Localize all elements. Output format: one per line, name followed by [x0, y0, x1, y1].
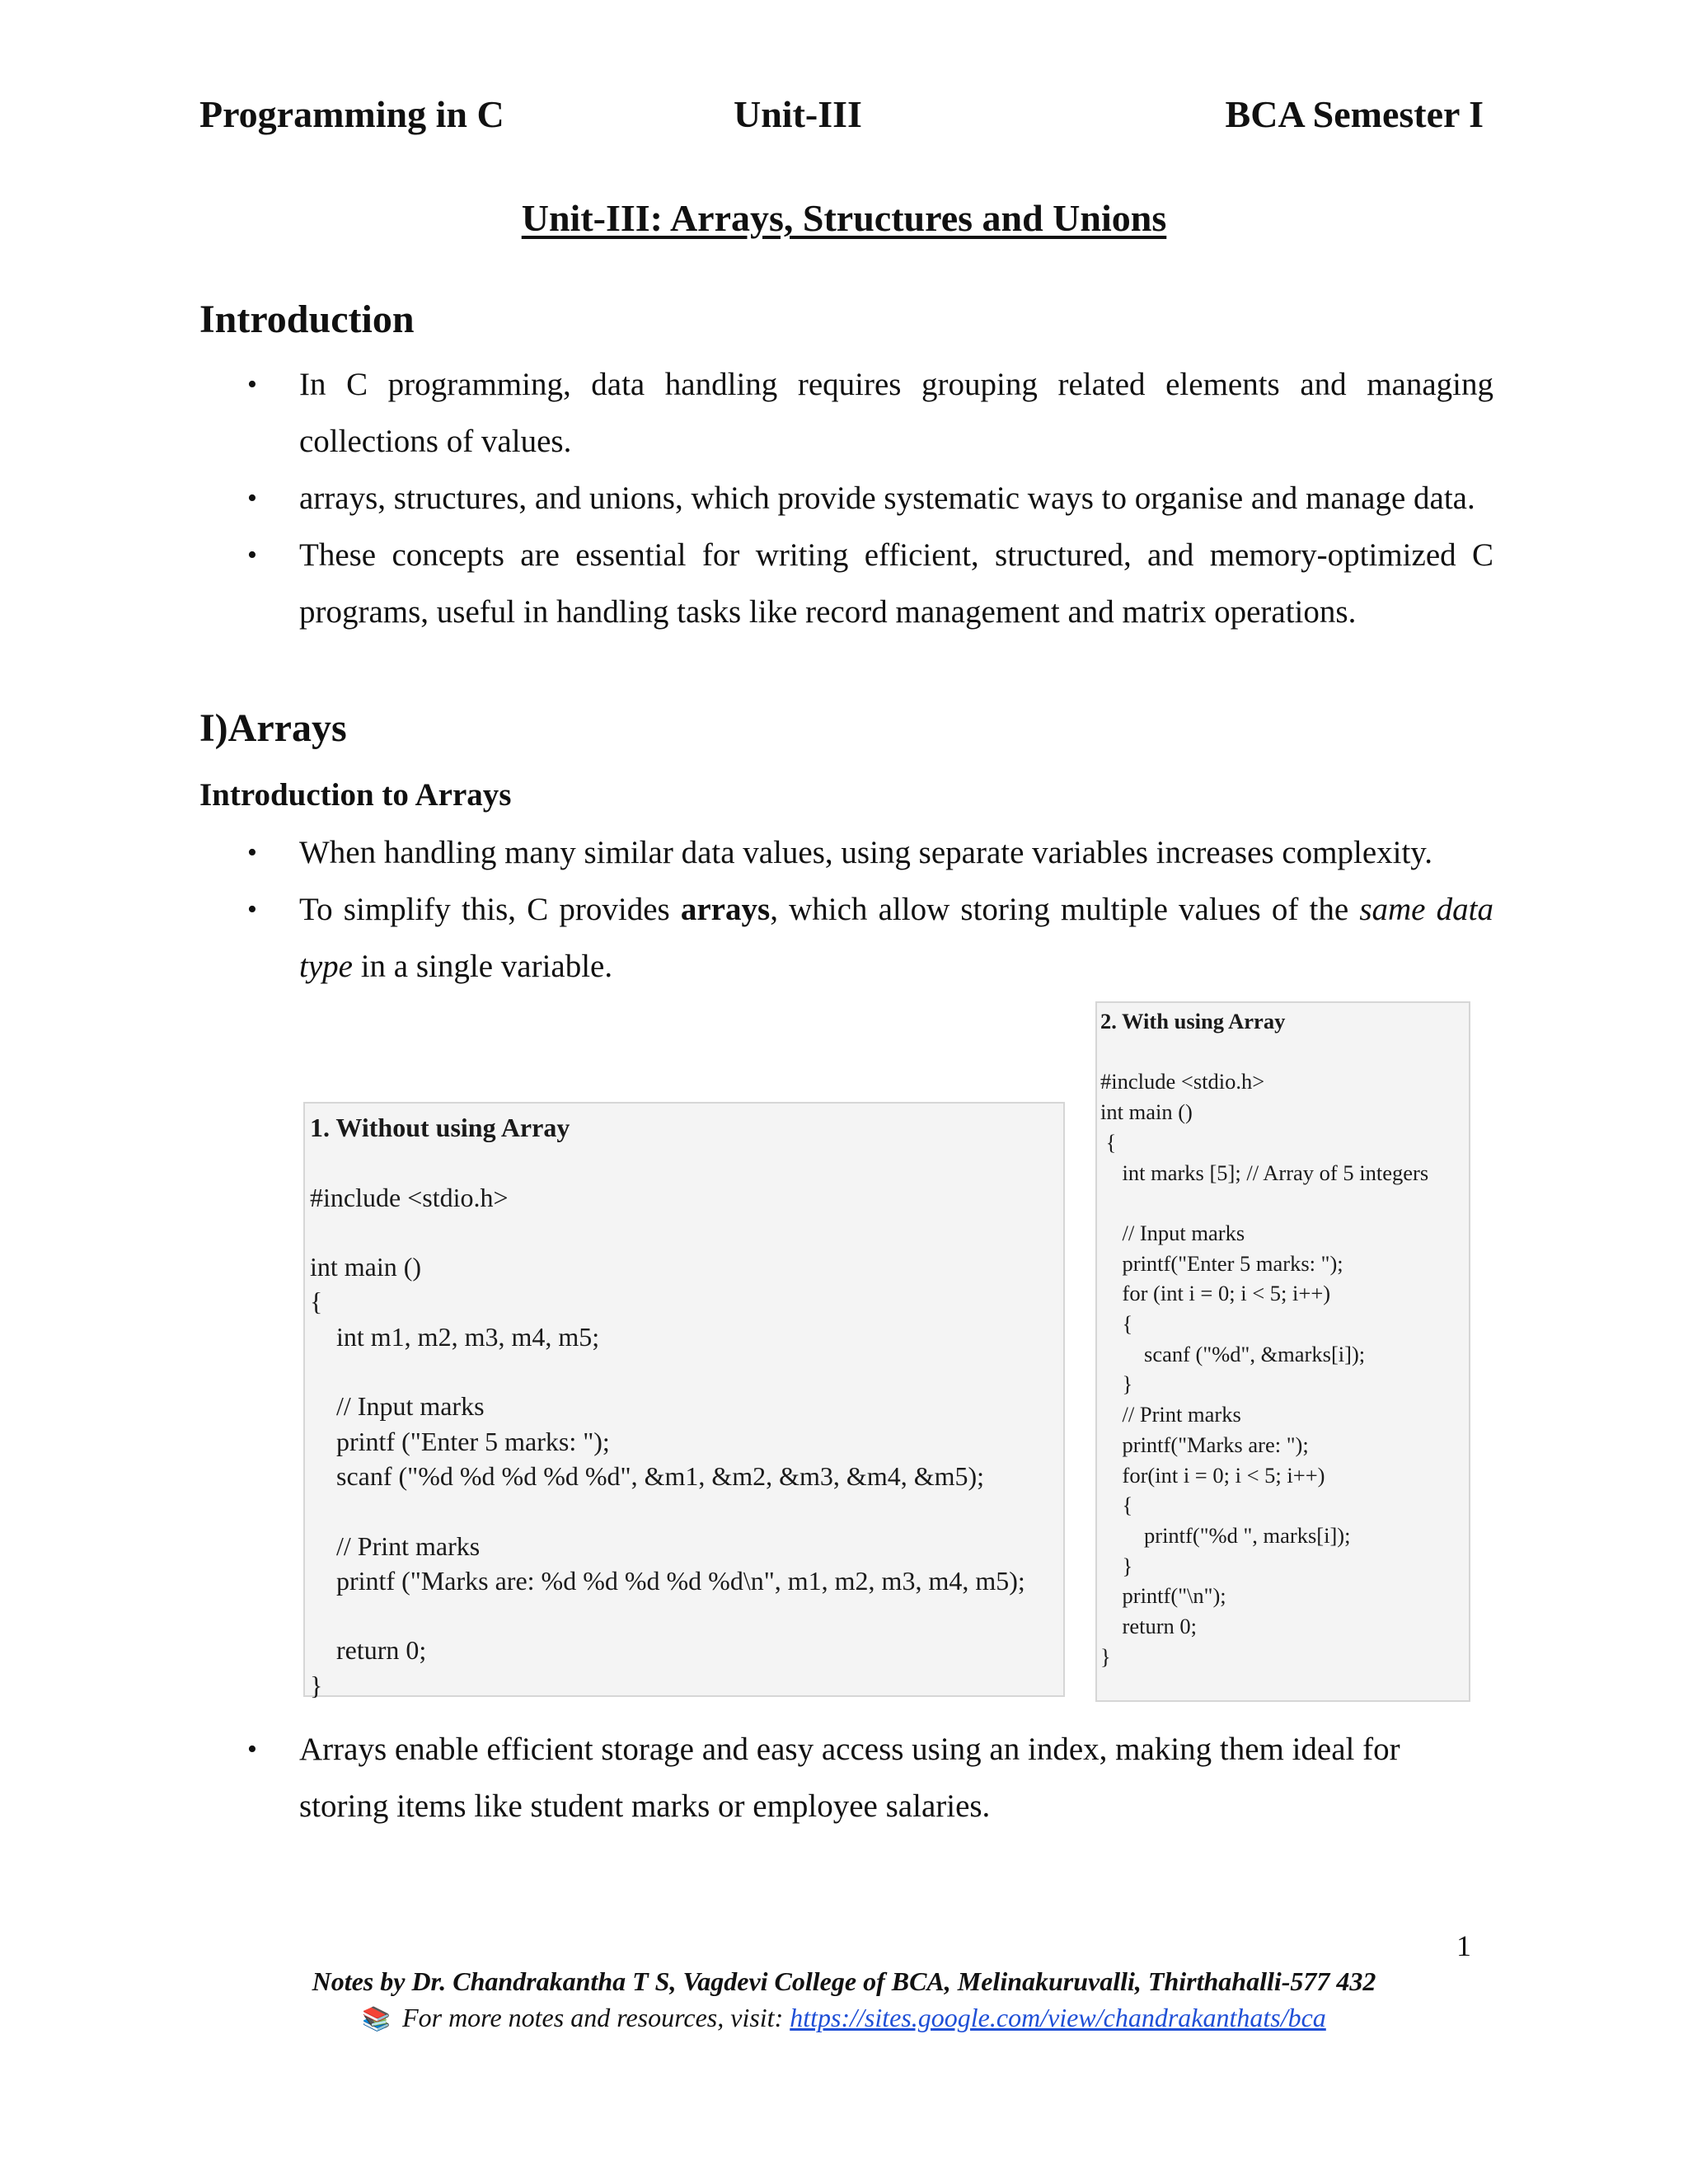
code-line: [310, 1145, 1063, 1179]
bullet-text-bold: arrays: [680, 892, 771, 927]
code-line: }: [310, 1670, 323, 1700]
footer-resources-text: For more notes and resources, visit:: [396, 2003, 790, 2032]
code-line: {: [310, 1286, 323, 1317]
header-unit: Unit-III: [734, 93, 862, 135]
arrays-bullets: [247, 824, 1493, 995]
bullet-icon: •: [247, 894, 257, 925]
arrays-subheading: Introduction to Arrays: [199, 777, 512, 813]
code-line: }: [1100, 1553, 1133, 1578]
arrays-bullets-2: [247, 1721, 1493, 1835]
bullet-text-post: in a single variable.: [352, 949, 613, 984]
code-line: [310, 1598, 1063, 1633]
bullet-text: These concepts are essential for writing efficient, structured, and memory-optimized C programs, useful in handling tasks like record management and matrix operations.: [299, 537, 1493, 630]
list-item: [247, 1721, 1493, 1835]
arrays-heading: I)Arrays: [199, 706, 347, 750]
code-line: #include <stdio.h>: [1100, 1069, 1265, 1094]
code-line: int main (): [310, 1252, 422, 1282]
code-line: printf ("Marks are: %d %d %d %d %d\n", m1, m2, m3, m4, m5);: [310, 1565, 1025, 1596]
code-with-array: [1095, 1001, 1470, 1702]
code-line: int m1, m2, m3, m4, m5;: [310, 1321, 600, 1352]
document-title: [0, 196, 1688, 240]
code-line: {: [1100, 1129, 1117, 1155]
code-line: {: [1100, 1311, 1133, 1337]
code-line: // Input marks: [310, 1391, 485, 1422]
bullet-text: When handling many similar data values, using separate variables increases complexity.: [299, 835, 1433, 870]
code-line: {: [1100, 1493, 1133, 1518]
bullet-text: Arrays enable efficient storage and easy access using an index, making them ideal for storing items like student marks or employee salaries.: [299, 1732, 1400, 1824]
document-title-text: Unit-III: Arrays, Structures and Unions: [521, 197, 1167, 239]
list-item: [247, 356, 1493, 470]
code-line: return 0;: [1100, 1614, 1198, 1639]
introduction-heading: Introduction: [199, 298, 415, 341]
code-line: // Print marks: [310, 1530, 481, 1561]
code-line: printf("Marks are: ");: [1100, 1432, 1309, 1457]
code-without-array-body: [310, 1145, 1063, 1703]
code-line: }: [1100, 1643, 1111, 1669]
code-line: scanf ("%d %d %d %d %d", &m1, &m2, &m3, &m4, &m5);: [310, 1460, 985, 1491]
code-line: printf("%d ", marks[i]);: [1100, 1522, 1351, 1548]
code-without-array-title: 1. Without using Array: [310, 1113, 570, 1142]
bullet-icon: •: [247, 369, 257, 400]
code-line: scanf ("%d", &marks[i]);: [1100, 1341, 1366, 1366]
code-line: int main (): [1100, 1099, 1193, 1125]
code-line: [1100, 1188, 1469, 1218]
books-icon: 📚: [362, 2007, 392, 2032]
code-line: [310, 1493, 1063, 1528]
list-item: [247, 527, 1493, 640]
introduction-bullets: [247, 356, 1493, 640]
code-line: #include <stdio.h>: [310, 1182, 509, 1212]
bullet-text-italic: same data type: [299, 892, 1493, 984]
page-number: 1: [1456, 1929, 1471, 1962]
bullet-text: arrays, structures, and unions, which provide systematic ways to organise and manage data.: [299, 480, 1475, 516]
code-with-array-title: 2. With using Array: [1100, 1009, 1286, 1033]
bullet-text: In C programming, data handling requires grouping related elements and managing collections of values.: [299, 367, 1493, 459]
code-with-array-body: [1100, 1037, 1469, 1672]
code-line: int marks [5]; // Array of 5 integers: [1100, 1160, 1429, 1185]
code-line: printf("Enter 5 marks: ");: [1100, 1250, 1343, 1276]
code-line: for (int i = 0; i < 5; i++): [1100, 1281, 1331, 1306]
code-line: for(int i = 0; i < 5; i++): [1100, 1462, 1325, 1488]
list-item: [247, 881, 1493, 995]
code-line: [310, 1354, 1063, 1389]
code-without-array: [303, 1102, 1065, 1700]
list-item: [247, 470, 1493, 527]
footer-resources: [0, 2003, 1688, 2033]
footer-link[interactable]: https://sites.google.com/view/chandrakanthats/bca: [790, 2003, 1326, 2032]
bullet-text-mid: , which allow storing multiple values of the: [770, 892, 1360, 927]
bullet-icon: •: [247, 483, 257, 513]
code-line: [310, 1215, 1063, 1249]
header-semester: BCA Semester I: [1225, 93, 1484, 135]
code-line: // Input marks: [1100, 1220, 1245, 1245]
header-course: Programming in C: [199, 93, 504, 135]
bullet-icon: •: [247, 540, 257, 570]
code-line: return 0;: [310, 1635, 427, 1666]
code-line: // Print marks: [1100, 1402, 1241, 1427]
bullet-icon: •: [247, 1734, 257, 1765]
code-line: printf("\n");: [1100, 1583, 1226, 1609]
bullet-icon: •: [247, 837, 257, 868]
footer-credits: Notes by Dr. Chandrakantha T S, Vagdevi College of BCA, Melinakuruvalli, Thirthahalli-577 432: [312, 1966, 1376, 1996]
page-header: [199, 92, 1484, 150]
code-line: }: [1100, 1371, 1133, 1397]
bullet-text-pre: To simplify this, C provides: [299, 892, 681, 927]
list-item: [247, 824, 1493, 881]
code-line: printf ("Enter 5 marks: ");: [310, 1426, 610, 1456]
code-line: [1100, 1037, 1469, 1067]
